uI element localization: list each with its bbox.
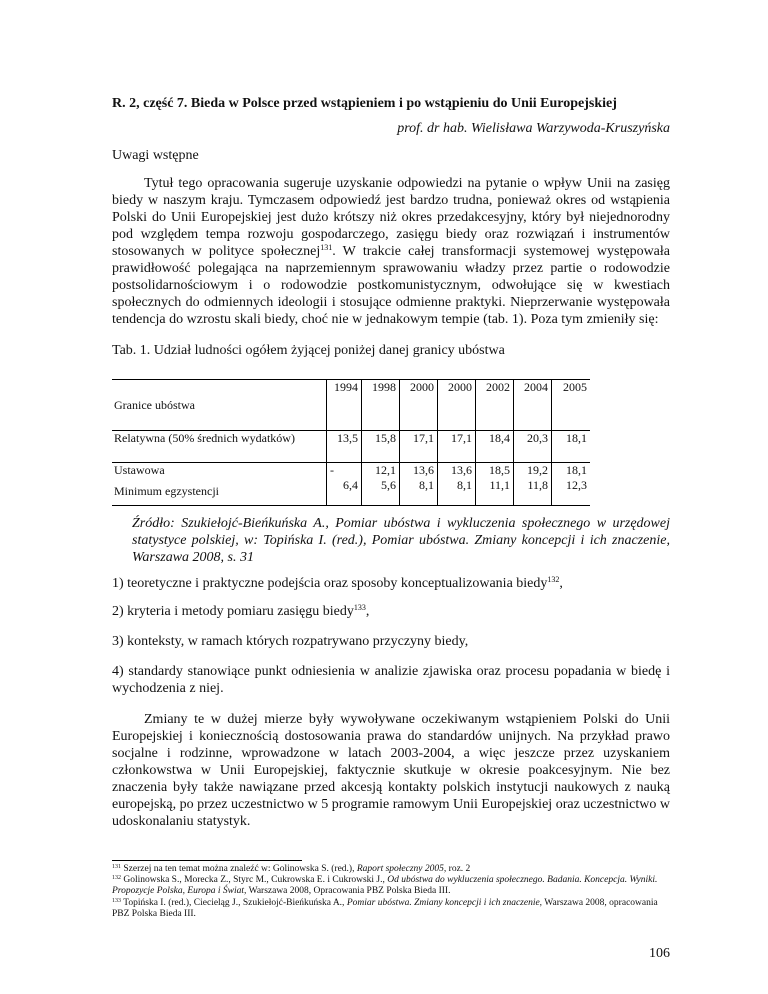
table-cell: 15,8 [362,431,400,463]
table-row [112,431,590,463]
closing-paragraph-text: Zmiany te w dużej mierze były wywoływane oczekiwanym wstąpieniem Polski do Unii Europejskiej i koniecznością dostosowania prawa do standardów unijnych. Na przykład prawo socjalne i rodzinne, wprowadzone w latach 2003-2004, a więc jeszcze przez uzyskaniem członkowstwa w Unii Europejskiej, faktycznie skutkuje w okresie poakcesyjnym. Nie bez znaczenia były także nawiązane przed akcesją kontakty polskich instytucji naukowych z nauką europejską, po przez uczestnictwo w 5 programie ramowym Unii Europejskiej oraz uczestnictwo w udoskonalaniu statystyk. [112,712,670,829]
list-item [112,575,670,592]
footnote-text: Szerzej na ten temat można znaleźć w: Golinowska S. (red.), [123,864,357,874]
year-header: 2004 [514,380,552,431]
footnote-number: 132 [112,875,121,881]
footnote [112,864,670,875]
year-header: 2005 [552,380,591,431]
footnote-number: 133 [112,898,121,904]
table-cell: 5,6 [381,478,396,492]
table-header-label: Granice ubóstwa [112,380,327,431]
table-cell: 18,1 [566,463,587,477]
page-number: 106 [649,946,670,961]
table-cell: 11,8 [527,478,548,492]
footnote-tail: Warszawa 2008, opracowania PBZ Polska Bieda III. [112,898,658,919]
intro-text-b: . W trakcie całej transformacji systemowej występowała prawidłowość polegająca na naprzemiennym sprawowaniu władzy przez partie o rodowodzie postsolidarnościowym i o rodowodzie postkomunistycznym, odwołujące się w kwestiach społecznych do odmiennych ideologii i stosujące odmienne praktyki. Nieprzerwanie występowała tendencja do wzrostu skali biedy, choć nie w jednakowym tempie (tab. 1). Poza tym zmieniły się: [112,244,670,327]
year-header: 1994 [327,380,362,431]
footnote-tail: roz. 2 [446,864,471,874]
list-item [112,603,670,620]
table-cell: 12,1 [375,463,396,477]
footnote-ref-131[interactable]: 131 [320,243,333,252]
table-row [112,463,590,506]
table-cell: 13,6 [451,463,472,477]
row-label: Minimum egzystencji [114,484,219,498]
table-cell: 13,6 [413,463,434,477]
table-cell: 19,2 [527,463,548,477]
footnote-tail: Warszawa 2008, Opracowania PBZ Polska Bieda III. [246,886,451,896]
footnote-separator [112,860,302,861]
table-cell: 12,3 [566,478,587,492]
footnote-ref-133[interactable]: 133 [353,603,366,612]
intro-paragraph [112,175,670,328]
table-cell: 11,1 [489,478,510,492]
list-item: 3) konteksty, w ramach których rozpatrywano przyczyny biedy, [112,634,469,649]
table-cell: 13,5 [327,431,362,463]
footnote-italic: Od ubóstwa do wykluczenia społecznego. Badania. Koncepcja. Wyniki. Propozycje Polska, Europa i Świat, [112,875,658,896]
footnote-italic: Raport społeczny 2005, [356,864,447,874]
table-cell: 6,4 [343,478,358,492]
footnote-text: Golinowska S., Morecka Z., Styrc M., Cukrowska E. i Cukrowski J., [123,875,388,885]
list-item-tail: , [559,576,563,591]
intro-text-a: Tytuł tego opracowania sugeruje uzyskanie odpowiedzi na pytanie o wpływ Unii na zasięg biedy w naszym kraju. Tymczasem odpowiedź jest bardzo trudna, ponieważ okres od wstąpienia Polski do Unii Europejskiej jest dużo krótszy niż okres przedakcesyjny, który był niejednorodny pod względem tempa rozwoju gospodarczego, zasięgu biedy oraz rozwiązań i instrumentów stosowanych w polityce społecznej [112,176,670,259]
footnote-ref-132[interactable]: 132 [547,575,560,584]
footnote-italic: Pomiar ubóstwa. Zmiany koncepcji i ich znaczenie, [346,898,543,908]
table-source: Źródło: Szukiełojć-Bieńkuńska A., Pomiar ubóstwa i wykluczenia społecznego w urzędowej statystyce polskiej, w: Topińska I. (red.), Pomiar ubóstwa. Zmiany koncepcji i ich znaczenie, Warszawa 2008, s. 31 [132,516,670,565]
year-header: 2002 [476,380,514,431]
list-item-text: 2) kryteria i metody pomiaru zasięgu biedy [112,604,354,619]
year-header: 2000 [438,380,476,431]
poverty-table [112,379,590,506]
footnote-text: Topińska I. (red.), Ciecieląg J., Szukiełojć-Bieńkuńska A., [123,898,347,908]
table-cell: 17,1 [400,431,438,463]
author-name: prof. dr hab. Wielisława Warzywoda-Kruszyńska [397,121,670,136]
list-item-text: 1) teoretyczne i praktyczne podejścia oraz sposoby konceptualizowania biedy [112,576,548,591]
footnote [112,898,670,920]
table-cell: 18,5 [489,463,510,477]
footnote-number: 131 [112,864,121,870]
year-header: 1998 [362,380,400,431]
list-item-tail: , [365,604,370,619]
row-label: Relatywna (50% średnich wydatków) [112,431,327,463]
table-cell: 20,3 [514,431,552,463]
row-label: Ustawowa [114,463,165,477]
table-caption: Tab. 1. Udział ludności ogółem żyjącej poniżej danej granicy ubóstwa [112,343,505,358]
table-cell: 17,1 [438,431,476,463]
closing-paragraph [112,711,670,830]
table-cell: 18,1 [552,431,591,463]
list-item: 4) standardy stanowiące punkt odniesienia w analizie zjawiska oraz procesu popadania w biedę i wychodzenia z niej. [112,664,670,696]
section-heading: Uwagi wstępne [112,148,199,163]
year-header: 2000 [400,380,438,431]
table-cell: 18,4 [476,431,514,463]
row-labels-cell [112,463,327,506]
table-cell: 8,1 [419,478,434,492]
table-cell: 8,1 [457,478,472,492]
footnote [112,875,670,897]
table-cell: - [330,463,334,477]
chapter-title: R. 2, część 7. Bieda w Polsce przed wstąpieniem i po wstąpieniu do Unii Europejskiej [112,96,617,111]
